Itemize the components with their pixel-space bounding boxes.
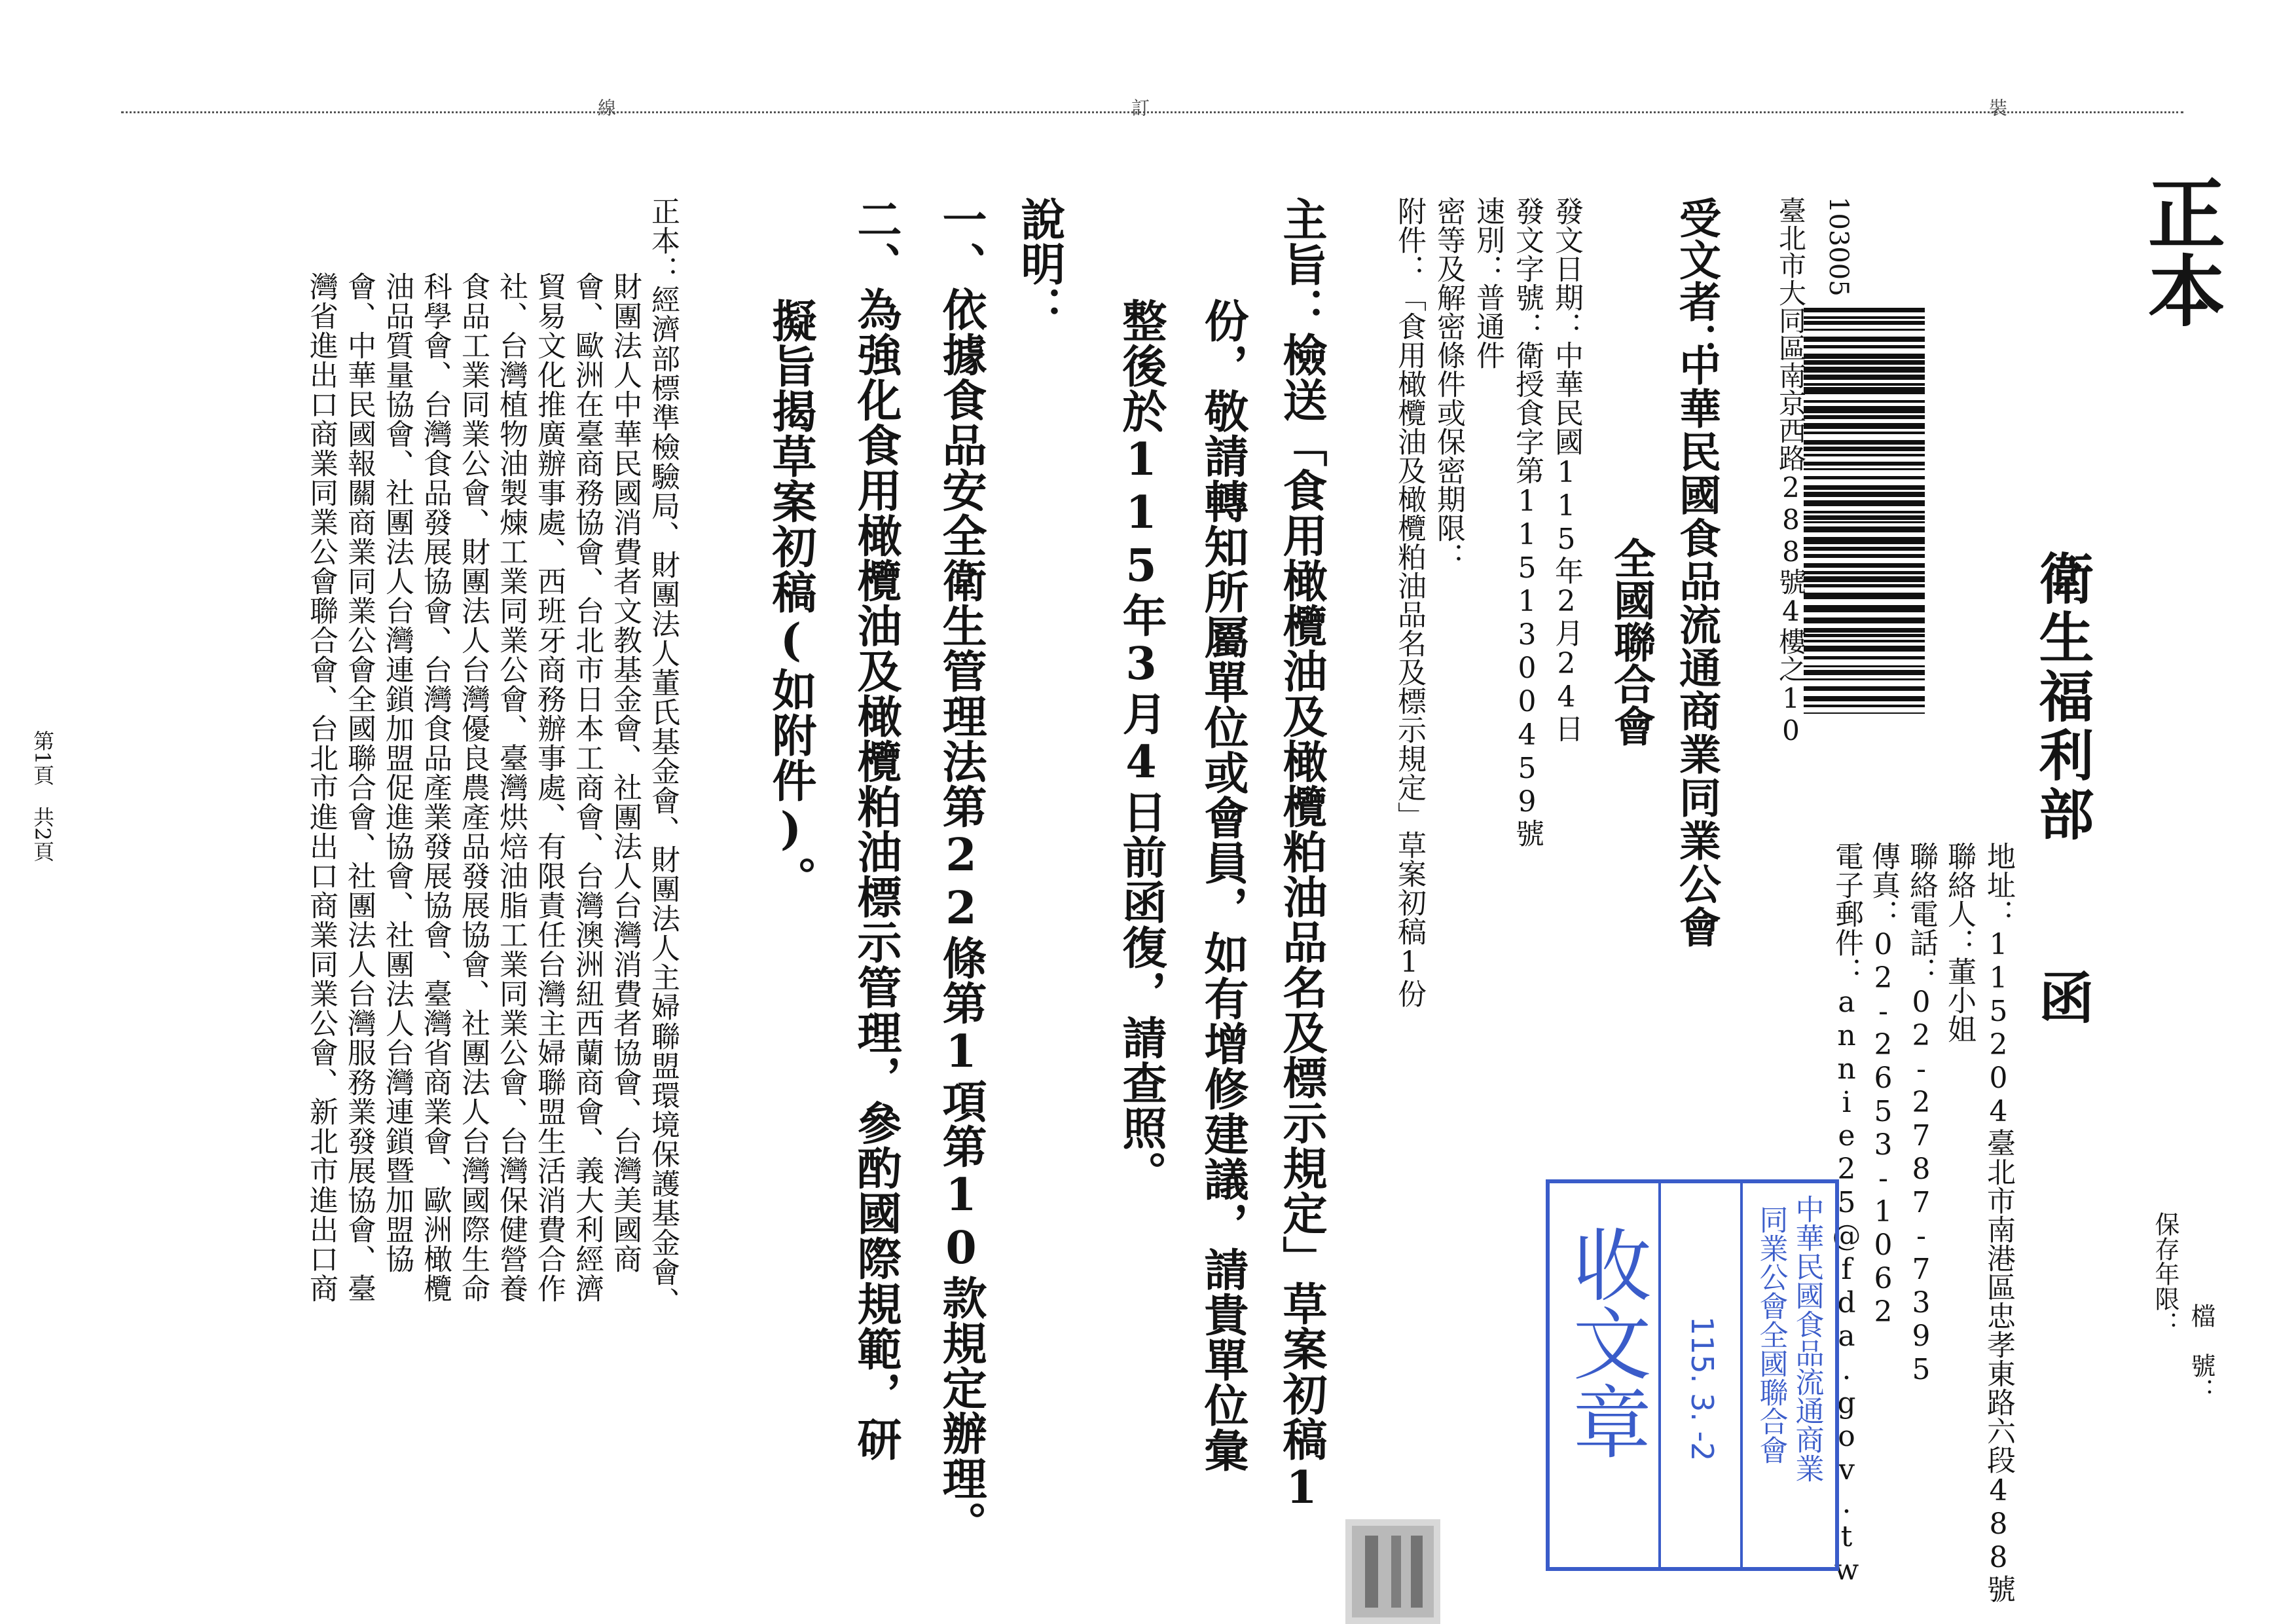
scan-artifact: [1345, 1519, 1440, 1624]
contact-person: 聯絡人：董小姐: [1942, 841, 1976, 1043]
barcode-bar: [1804, 634, 1925, 637]
cc-line: 油品質量協會、社團法人台灣連鎖加盟促進協會、社團法人台灣連鎖暨加盟協: [380, 272, 414, 1274]
contact-phone: 聯絡電話：02-2787-7395: [1904, 841, 1938, 1386]
barcode-bar: [1804, 712, 1925, 714]
issue-number: 發文字號：衛授食字第1151300459號: [1510, 196, 1544, 847]
cc-line: 會、歐洲在臺商務協會、台北市日本工商會、台灣澳洲紐西蘭商會、義大利經濟: [570, 272, 604, 1303]
barcode-bar: [1804, 375, 1925, 380]
barcode-bar: [1804, 400, 1925, 403]
barcode-bar: [1804, 492, 1925, 497]
barcode-bar: [1804, 440, 1925, 445]
sender-address: 地址：115204臺北市南港區忠孝東路六段488號: [1982, 841, 2015, 1603]
barcode-bar: [1804, 462, 1925, 466]
recipient-label: 受文者：: [1672, 196, 1721, 364]
contact-fax: 傳真：02-2653-1062: [1867, 841, 1900, 1329]
retention-period-label: 保存年限：: [2151, 1211, 2179, 1336]
barcode-bar: [1804, 605, 1925, 612]
barcode-bar: [1804, 406, 1925, 413]
cc-line: 正本：經濟部標準檢驗局、財團法人董氏基金會、財團法人主婦聯盟環境保護基金會、: [646, 196, 680, 1316]
barcode-bar: [1804, 563, 1925, 568]
barcode-bar: [1804, 554, 1925, 558]
barcode-bar: [1804, 705, 1925, 707]
binding-mark-2: 訂: [1129, 98, 1150, 117]
page-number: 第1頁 共2頁: [30, 730, 55, 862]
barcode-bar: [1804, 547, 1925, 551]
document-type: 函: [2030, 969, 2095, 1024]
stamp-org-line2: 同業公會全國聯合會: [1754, 1205, 1788, 1464]
barcode-bar: [1804, 415, 1925, 419]
barcode-bar: [1804, 576, 1925, 582]
file-number-label: 檔 號：: [2187, 1303, 2215, 1403]
barcode-bar: [1804, 500, 1925, 506]
cc-line: 貿易文化推廣辦事處、西班牙商務辦事處、有限責任台灣主婦聯盟生活消費合作: [532, 272, 566, 1303]
explanation-label: 說明：: [1013, 196, 1066, 330]
barcode-bar: [1804, 337, 1925, 342]
barcode-bar: [1804, 537, 1925, 544]
received-stamp: [1545, 1179, 1840, 1572]
barcode-bar: [1804, 628, 1925, 633]
cc-line: 會、中華民國報關商業同業公會全國聯合會、社團法人台灣服務業發展協會、臺: [342, 272, 376, 1303]
cc-line: 財團法人中華民國消費者文教基金會、社團法人台灣消費者協會、台灣美國商: [608, 272, 642, 1274]
barcode-bar: [1804, 308, 1925, 312]
barcode-bar: [1804, 571, 1925, 574]
contact-email: 電子郵件：annie25@fda.gov.tw: [1830, 841, 1863, 1587]
barcode-bar: [1804, 670, 1925, 675]
barcode-bar: [1804, 678, 1925, 680]
barcode-bar: [1804, 646, 1925, 652]
cc-line: 社、台灣植物油製煉工業同業公會、臺灣烘焙油脂工業同業公會、台灣保健營養: [494, 272, 528, 1303]
stamp-org-line1: 中華民國食品流通商業: [1790, 1194, 1824, 1483]
barcode-bar: [1804, 354, 1925, 359]
barcode-bar: [1804, 485, 1925, 490]
explanation-item-2-continued: 擬旨揭草案初稿(如附件)。: [765, 298, 817, 901]
recipient-name: 中華民國食品流通商業同業公會: [1672, 344, 1721, 949]
issue-date: 發文日期：中華民國115年2月24日: [1550, 196, 1583, 743]
barcode: [1804, 308, 1925, 714]
barcode-bar: [1804, 316, 1925, 319]
cc-line: 食品工業同業公會、財團法人台灣優良農產品發展協會、社團法人台灣國際生命: [456, 272, 490, 1303]
barcode-bar: [1804, 454, 1925, 456]
barcode-bar: [1804, 329, 1925, 331]
barcode-bar: [1804, 521, 1925, 523]
barcode-bar: [1804, 640, 1925, 642]
stamp-date: 115. 3. -2: [1685, 1316, 1720, 1462]
attachment: 附件：「食用橄欖油及橄欖粕油品名及標示規定」草案初稿1份: [1393, 196, 1426, 1008]
barcode-bar: [1804, 526, 1925, 532]
recipient-name-continued: 全國聯合會: [1607, 537, 1656, 747]
barcode-bar: [1804, 468, 1925, 470]
barcode-bar: [1804, 447, 1925, 451]
barcode-bar: [1804, 345, 1925, 348]
barcode-bar: [1804, 696, 1925, 701]
barcode-bar: [1804, 321, 1925, 325]
subject-line: 主旨：檢送「食用橄欖油及橄欖粕油品名及標示規定」草案初稿1: [1275, 196, 1328, 1515]
postal-code: 103005: [1823, 196, 1853, 297]
barcode-bar: [1804, 360, 1925, 365]
explanation-item-1: 一、依據食品安全衛生管理法第22條第1項第10款規定辦理。: [935, 196, 987, 1546]
recipient-address: 臺北市大同區南京西路288號4樓之10: [1775, 196, 1807, 747]
explanation-item-2: 二、為強化食用橄欖油及橄欖粕油標示管理，參酌國際規範，研: [850, 196, 902, 1462]
delivery-speed: 速別：普通件: [1471, 196, 1504, 369]
barcode-bar: [1804, 423, 1925, 429]
barcode-bar: [1804, 383, 1925, 386]
barcode-bar: [1804, 515, 1925, 520]
barcode-bar: [1804, 593, 1925, 599]
cc-line: 科學會、台灣食品發展協會、台灣食品產業發展協會、臺灣省商業會、歐洲橄欖: [418, 272, 452, 1303]
barcode-bar: [1804, 584, 1925, 587]
barcode-bar: [1804, 476, 1925, 479]
barcode-bar: [1804, 432, 1925, 434]
stamp-label: 收文章: [1559, 1225, 1651, 1460]
barcode-bar: [1804, 387, 1925, 394]
barcode-bar: [1804, 511, 1925, 513]
barcode-bar: [1804, 618, 1925, 623]
cc-line: 灣省進出口商業同業公會聯合會、台北市進出口商業同業公會、新北市進出口商: [304, 272, 338, 1303]
barcode-bar: [1804, 367, 1925, 373]
subject-line: 份，敬請轉知所屬單位或會員，如有增修建議，請貴單位彙: [1197, 298, 1249, 1473]
binding-line: [121, 111, 2183, 113]
original-copy-label: 正本: [2135, 174, 2226, 328]
agency-name: 衛生福利部: [2030, 550, 2095, 845]
binding-mark-1: 裝: [1986, 98, 2008, 117]
barcode-bar: [1804, 656, 1925, 659]
classification: 密等及解密條件或保密期限：: [1432, 196, 1465, 571]
barcode-bar: [1804, 665, 1925, 667]
binding-mark-3: 線: [595, 98, 617, 117]
subject-line: 整後於115年3月4日前函復，請查照。: [1115, 298, 1167, 1196]
barcode-bar: [1804, 686, 1925, 691]
